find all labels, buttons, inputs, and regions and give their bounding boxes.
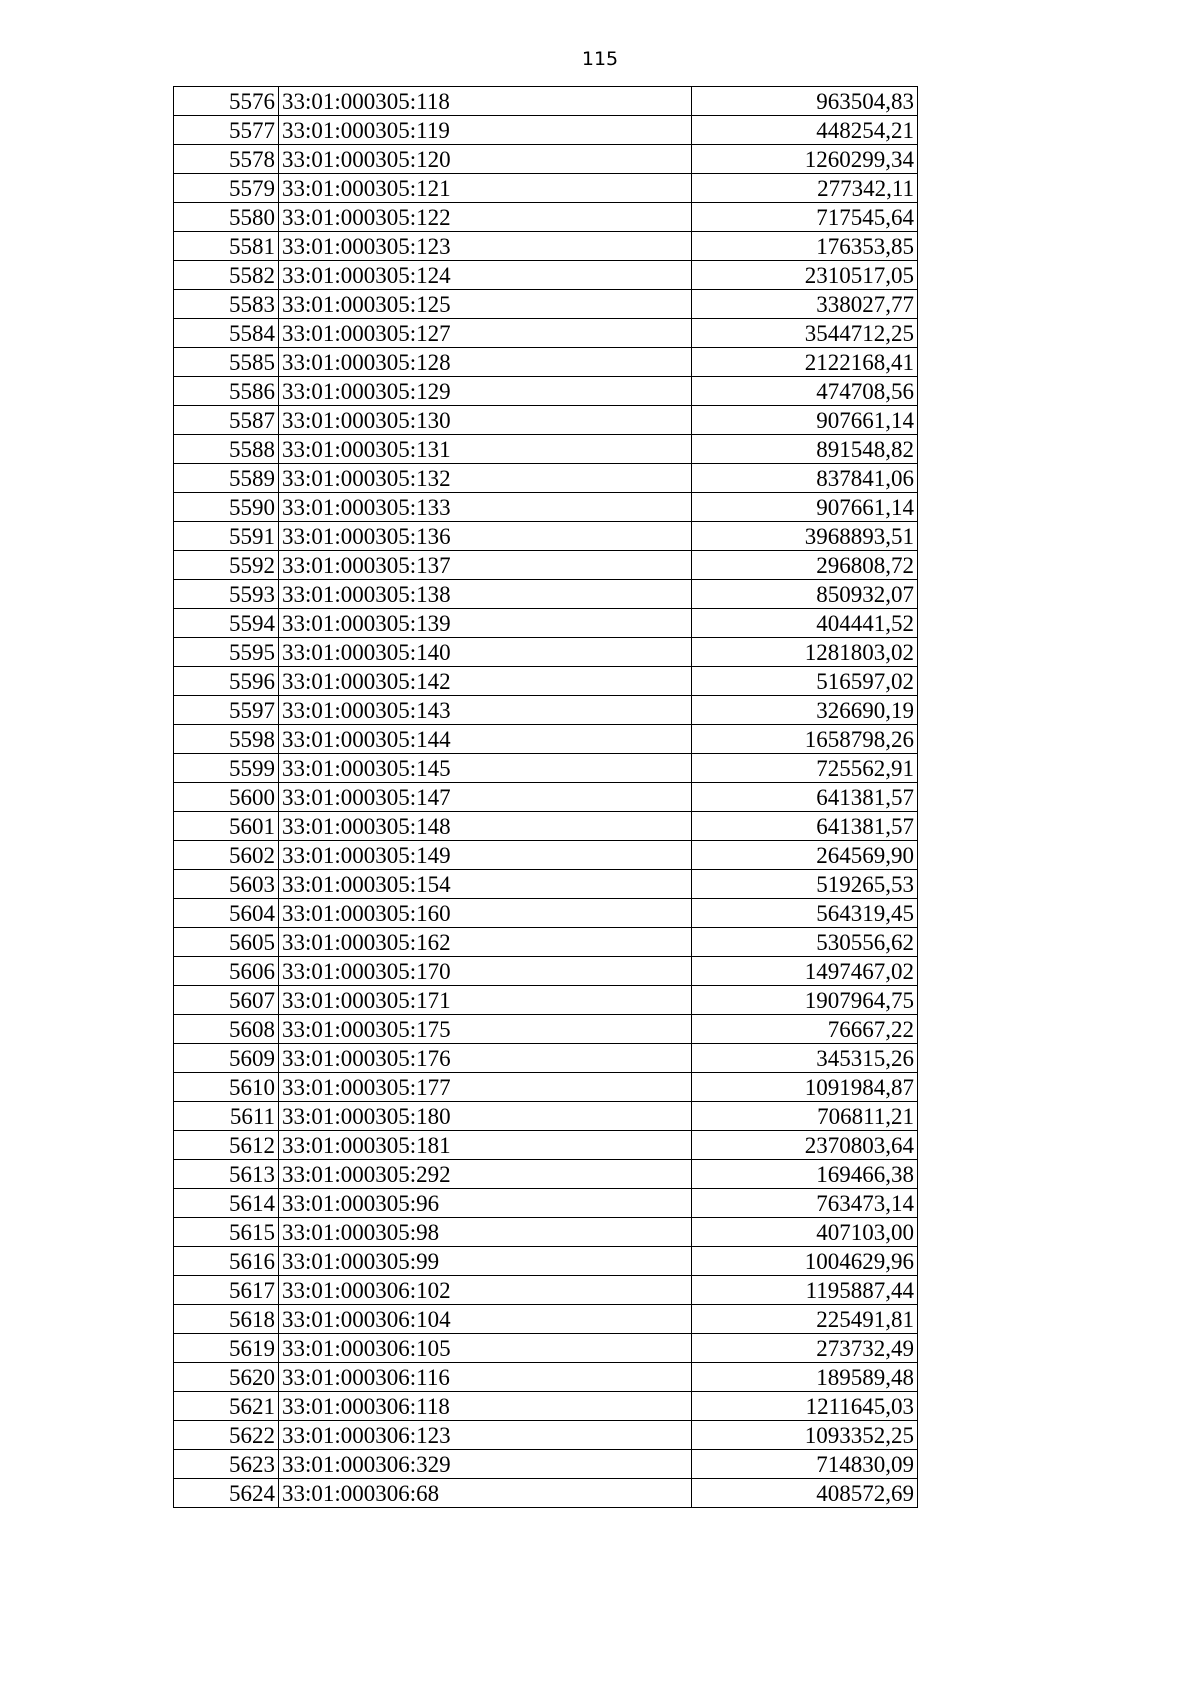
cadastral-value-cell: 474708,56 [692, 377, 918, 406]
cadastral-value-cell: 714830,09 [692, 1450, 918, 1479]
row-number-cell: 5595 [174, 638, 279, 667]
row-number-cell: 5612 [174, 1131, 279, 1160]
row-number-cell: 5576 [174, 87, 279, 116]
table-row [174, 435, 918, 464]
cadastral-value-cell: 2370803,64 [692, 1131, 918, 1160]
row-number-cell: 5604 [174, 899, 279, 928]
cadastral-value-cell: 641381,57 [692, 783, 918, 812]
row-number-cell: 5609 [174, 1044, 279, 1073]
cadastral-number-cell: 33:01:000305:133 [279, 493, 692, 522]
cadastral-value-cell: 326690,19 [692, 696, 918, 725]
table-row [174, 1276, 918, 1305]
cadastral-value-cell: 907661,14 [692, 406, 918, 435]
cadastral-number-cell: 33:01:000306:68 [279, 1479, 692, 1508]
cadastral-number-cell: 33:01:000305:292 [279, 1160, 692, 1189]
table-row [174, 1363, 918, 1392]
table-row [174, 1247, 918, 1276]
table-row [174, 725, 918, 754]
row-number-cell: 5581 [174, 232, 279, 261]
cadastral-value-cell: 1091984,87 [692, 1073, 918, 1102]
table-row [174, 1073, 918, 1102]
row-number-cell: 5610 [174, 1073, 279, 1102]
cadastral-number-cell: 33:01:000306:104 [279, 1305, 692, 1334]
row-number-cell: 5613 [174, 1160, 279, 1189]
table-row [174, 986, 918, 1015]
cadastral-number-cell: 33:01:000305:131 [279, 435, 692, 464]
row-number-cell: 5585 [174, 348, 279, 377]
cadastral-value-cell: 407103,00 [692, 1218, 918, 1247]
table-row [174, 812, 918, 841]
cadastral-number-cell: 33:01:000305:162 [279, 928, 692, 957]
row-number-cell: 5592 [174, 551, 279, 580]
cadastral-number-cell: 33:01:000306:116 [279, 1363, 692, 1392]
cadastral-number-cell: 33:01:000305:176 [279, 1044, 692, 1073]
table-row [174, 261, 918, 290]
cadastral-number-cell: 33:01:000305:98 [279, 1218, 692, 1247]
row-number-cell: 5605 [174, 928, 279, 957]
cadastral-number-cell: 33:01:000305:124 [279, 261, 692, 290]
row-number-cell: 5597 [174, 696, 279, 725]
row-number-cell: 5588 [174, 435, 279, 464]
table-row [174, 609, 918, 638]
cadastral-number-cell: 33:01:000305:125 [279, 290, 692, 319]
cadastral-value-cell: 3968893,51 [692, 522, 918, 551]
cadastral-number-cell: 33:01:000305:171 [279, 986, 692, 1015]
cadastral-value-cell: 837841,06 [692, 464, 918, 493]
cadastral-value-table [173, 86, 918, 1508]
cadastral-value-cell: 1260299,34 [692, 145, 918, 174]
row-number-cell: 5591 [174, 522, 279, 551]
cadastral-value-cell: 763473,14 [692, 1189, 918, 1218]
cadastral-number-cell: 33:01:000305:128 [279, 348, 692, 377]
cadastral-number-cell: 33:01:000305:96 [279, 1189, 692, 1218]
table-row [174, 899, 918, 928]
row-number-cell: 5611 [174, 1102, 279, 1131]
table-row [174, 493, 918, 522]
row-number-cell: 5596 [174, 667, 279, 696]
row-number-cell: 5624 [174, 1479, 279, 1508]
cadastral-value-cell: 273732,49 [692, 1334, 918, 1363]
cadastral-number-cell: 33:01:000305:145 [279, 754, 692, 783]
cadastral-value-cell: 2310517,05 [692, 261, 918, 290]
row-number-cell: 5607 [174, 986, 279, 1015]
cadastral-number-cell: 33:01:000305:121 [279, 174, 692, 203]
row-number-cell: 5615 [174, 1218, 279, 1247]
row-number-cell: 5578 [174, 145, 279, 174]
row-number-cell: 5621 [174, 1392, 279, 1421]
table-row [174, 1334, 918, 1363]
table-row [174, 87, 918, 116]
table-row [174, 957, 918, 986]
table-body [174, 87, 918, 1508]
cadastral-number-cell: 33:01:000305:181 [279, 1131, 692, 1160]
cadastral-number-cell: 33:01:000306:123 [279, 1421, 692, 1450]
page-number: 115 [581, 48, 619, 70]
cadastral-number-cell: 33:01:000305:149 [279, 841, 692, 870]
cadastral-number-cell: 33:01:000305:144 [279, 725, 692, 754]
cadastral-value-cell: 277342,11 [692, 174, 918, 203]
table-row [174, 870, 918, 899]
table-row [174, 580, 918, 609]
cadastral-number-cell: 33:01:000305:180 [279, 1102, 692, 1131]
cadastral-value-cell: 404441,52 [692, 609, 918, 638]
row-number-cell: 5583 [174, 290, 279, 319]
cadastral-number-cell: 33:01:000305:177 [279, 1073, 692, 1102]
cadastral-value-cell: 891548,82 [692, 435, 918, 464]
cadastral-value-cell: 3544712,25 [692, 319, 918, 348]
cadastral-number-cell: 33:01:000305:148 [279, 812, 692, 841]
table-row [174, 1044, 918, 1073]
row-number-cell: 5586 [174, 377, 279, 406]
cadastral-value-cell: 296808,72 [692, 551, 918, 580]
table-row [174, 377, 918, 406]
row-number-cell: 5580 [174, 203, 279, 232]
cadastral-value-cell: 225491,81 [692, 1305, 918, 1334]
cadastral-number-cell: 33:01:000305:175 [279, 1015, 692, 1044]
cadastral-number-cell: 33:01:000306:118 [279, 1392, 692, 1421]
table-row [174, 1189, 918, 1218]
row-number-cell: 5601 [174, 812, 279, 841]
table-row [174, 319, 918, 348]
cadastral-value-cell: 641381,57 [692, 812, 918, 841]
row-number-cell: 5599 [174, 754, 279, 783]
row-number-cell: 5602 [174, 841, 279, 870]
table-row [174, 174, 918, 203]
cadastral-value-cell: 1195887,44 [692, 1276, 918, 1305]
table-row [174, 1305, 918, 1334]
row-number-cell: 5618 [174, 1305, 279, 1334]
table-row [174, 783, 918, 812]
table-row [174, 638, 918, 667]
row-number-cell: 5593 [174, 580, 279, 609]
cadastral-value-cell: 1907964,75 [692, 986, 918, 1015]
table-row [174, 232, 918, 261]
cadastral-number-cell: 33:01:000306:102 [279, 1276, 692, 1305]
cadastral-number-cell: 33:01:000305:132 [279, 464, 692, 493]
cadastral-value-cell: 1658798,26 [692, 725, 918, 754]
row-number-cell: 5582 [174, 261, 279, 290]
cadastral-value-cell: 519265,53 [692, 870, 918, 899]
row-number-cell: 5608 [174, 1015, 279, 1044]
cadastral-number-cell: 33:01:000305:170 [279, 957, 692, 986]
cadastral-value-cell: 176353,85 [692, 232, 918, 261]
table-row [174, 1102, 918, 1131]
cadastral-number-cell: 33:01:000305:119 [279, 116, 692, 145]
row-number-cell: 5598 [174, 725, 279, 754]
cadastral-value-cell: 76667,22 [692, 1015, 918, 1044]
cadastral-value-cell: 850932,07 [692, 580, 918, 609]
cadastral-value-cell: 1004629,96 [692, 1247, 918, 1276]
cadastral-number-cell: 33:01:000305:137 [279, 551, 692, 580]
table-row [174, 116, 918, 145]
table-row [174, 348, 918, 377]
cadastral-number-cell: 33:01:000305:129 [279, 377, 692, 406]
cadastral-number-cell: 33:01:000305:120 [279, 145, 692, 174]
row-number-cell: 5577 [174, 116, 279, 145]
row-number-cell: 5619 [174, 1334, 279, 1363]
cadastral-number-cell: 33:01:000305:138 [279, 580, 692, 609]
cadastral-number-cell: 33:01:000305:122 [279, 203, 692, 232]
cadastral-value-cell: 448254,21 [692, 116, 918, 145]
row-number-cell: 5584 [174, 319, 279, 348]
cadastral-value-cell: 1211645,03 [692, 1392, 918, 1421]
cadastral-value-cell: 725562,91 [692, 754, 918, 783]
cadastral-value-cell: 1281803,02 [692, 638, 918, 667]
cadastral-number-cell: 33:01:000306:329 [279, 1450, 692, 1479]
cadastral-number-cell: 33:01:000305:99 [279, 1247, 692, 1276]
cadastral-value-cell: 338027,77 [692, 290, 918, 319]
cadastral-value-cell: 907661,14 [692, 493, 918, 522]
cadastral-number-cell: 33:01:000305:140 [279, 638, 692, 667]
cadastral-number-cell: 33:01:000305:142 [279, 667, 692, 696]
table-row [174, 1479, 918, 1508]
row-number-cell: 5622 [174, 1421, 279, 1450]
cadastral-number-cell: 33:01:000305:130 [279, 406, 692, 435]
row-number-cell: 5600 [174, 783, 279, 812]
table-row [174, 696, 918, 725]
cadastral-value-cell: 169466,38 [692, 1160, 918, 1189]
table-row [174, 1218, 918, 1247]
table-row [174, 754, 918, 783]
cadastral-number-cell: 33:01:000305:136 [279, 522, 692, 551]
table-row [174, 522, 918, 551]
row-number-cell: 5620 [174, 1363, 279, 1392]
row-number-cell: 5590 [174, 493, 279, 522]
table-row [174, 667, 918, 696]
table-row [174, 290, 918, 319]
row-number-cell: 5579 [174, 174, 279, 203]
cadastral-number-cell: 33:01:000305:160 [279, 899, 692, 928]
cadastral-number-cell: 33:01:000305:127 [279, 319, 692, 348]
row-number-cell: 5606 [174, 957, 279, 986]
row-number-cell: 5587 [174, 406, 279, 435]
table-row [174, 1421, 918, 1450]
cadastral-value-cell: 564319,45 [692, 899, 918, 928]
cadastral-value-cell: 408572,69 [692, 1479, 918, 1508]
cadastral-value-cell: 1093352,25 [692, 1421, 918, 1450]
cadastral-value-cell: 345315,26 [692, 1044, 918, 1073]
table-row [174, 928, 918, 957]
table-row [174, 145, 918, 174]
cadastral-number-cell: 33:01:000306:105 [279, 1334, 692, 1363]
row-number-cell: 5623 [174, 1450, 279, 1479]
cadastral-value-cell: 1497467,02 [692, 957, 918, 986]
table-row [174, 406, 918, 435]
table-row [174, 1160, 918, 1189]
cadastral-number-cell: 33:01:000305:147 [279, 783, 692, 812]
cadastral-value-cell: 963504,83 [692, 87, 918, 116]
table-row [174, 551, 918, 580]
cadastral-number-cell: 33:01:000305:139 [279, 609, 692, 638]
row-number-cell: 5603 [174, 870, 279, 899]
row-number-cell: 5589 [174, 464, 279, 493]
row-number-cell: 5616 [174, 1247, 279, 1276]
cadastral-value-cell: 264569,90 [692, 841, 918, 870]
table-row [174, 464, 918, 493]
cadastral-value-cell: 717545,64 [692, 203, 918, 232]
cadastral-value-cell: 706811,21 [692, 1102, 918, 1131]
cadastral-value-cell: 2122168,41 [692, 348, 918, 377]
table-row [174, 1450, 918, 1479]
cadastral-number-cell: 33:01:000305:123 [279, 232, 692, 261]
cadastral-value-cell: 516597,02 [692, 667, 918, 696]
table-row [174, 1015, 918, 1044]
table-row [174, 203, 918, 232]
cadastral-number-cell: 33:01:000305:118 [279, 87, 692, 116]
cadastral-value-cell: 189589,48 [692, 1363, 918, 1392]
cadastral-number-cell: 33:01:000305:154 [279, 870, 692, 899]
table-row [174, 1131, 918, 1160]
table-row [174, 841, 918, 870]
cadastral-number-cell: 33:01:000305:143 [279, 696, 692, 725]
row-number-cell: 5614 [174, 1189, 279, 1218]
row-number-cell: 5617 [174, 1276, 279, 1305]
table-row [174, 1392, 918, 1421]
row-number-cell: 5594 [174, 609, 279, 638]
cadastral-value-cell: 530556,62 [692, 928, 918, 957]
